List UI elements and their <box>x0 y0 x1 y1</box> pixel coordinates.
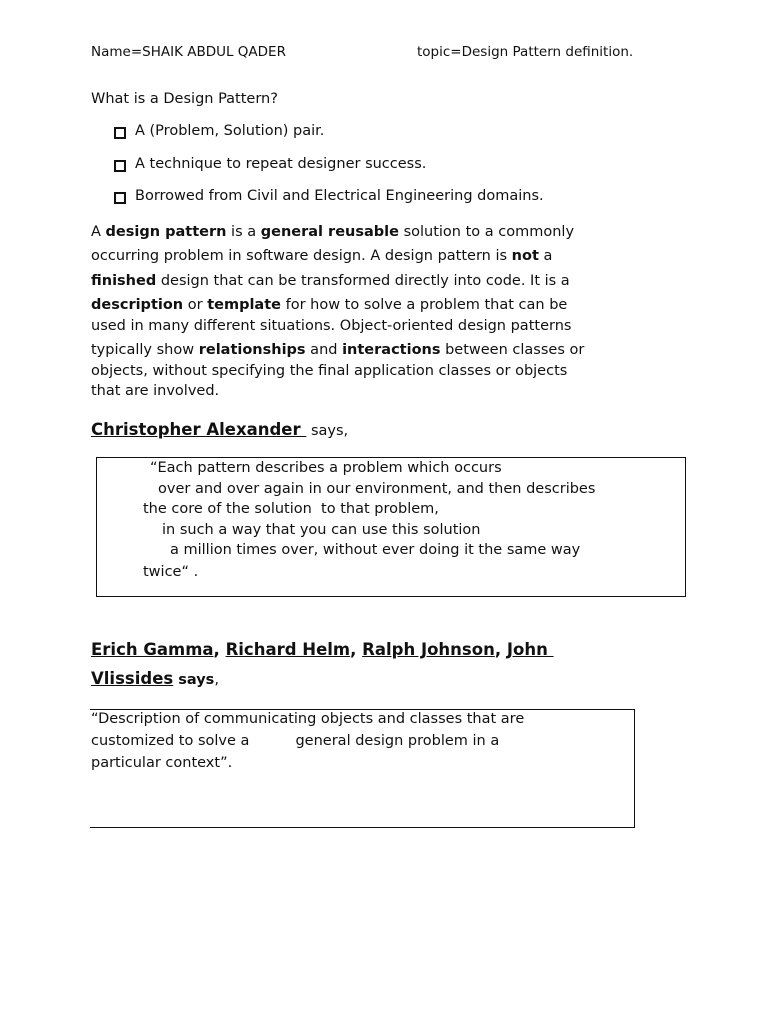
quote-line: particular context”. <box>91 755 233 771</box>
checkbox-icon <box>114 160 126 172</box>
quote-line: the core of the solution to that problem, <box>143 501 439 517</box>
author-name: Christopher Alexander <box>91 420 307 439</box>
quote-line: “Description of communicating objects and classes that are <box>91 711 525 727</box>
checkbox-icon <box>114 192 126 204</box>
quote-line: customized to solve a general design problem in a <box>91 733 500 749</box>
gof-attribution-line1: Erich Gamma, Richard Helm, Ralph Johnson, John <box>91 640 554 659</box>
quote-line: twice“ . <box>143 564 199 580</box>
student-name: Name=SHAIK ABDUL QADER <box>91 44 286 60</box>
topic-label: topic=Design Pattern definition. <box>417 44 634 60</box>
quote-line: a million times over, without ever doing it the same way <box>170 542 581 558</box>
quote-line: “Each pattern describes a problem which occurs <box>150 460 502 476</box>
checkbox-icon <box>114 127 126 139</box>
quote-line: in such a way that you can use this solution <box>162 522 481 538</box>
author-name: Erich Gamma <box>91 640 214 659</box>
quote-line: over and over again in our environment, and then describes <box>158 481 596 497</box>
author-name: Richard Helm <box>225 640 351 659</box>
author-name: Ralph Johnson <box>362 640 495 659</box>
author-name: John <box>506 640 554 659</box>
list-item: A technique to repeat designer success. <box>135 156 427 172</box>
list-item: A (Problem, Solution) pair. <box>135 123 325 139</box>
gof-attribution-line2: Vlissides says, <box>91 669 219 688</box>
list-item: Borrowed from Civil and Electrical Engineering domains. <box>135 188 544 204</box>
author-name: Vlissides <box>91 669 174 688</box>
alexander-attribution: Christopher Alexander says, <box>91 420 349 439</box>
question-heading: What is a Design Pattern? <box>91 91 278 107</box>
